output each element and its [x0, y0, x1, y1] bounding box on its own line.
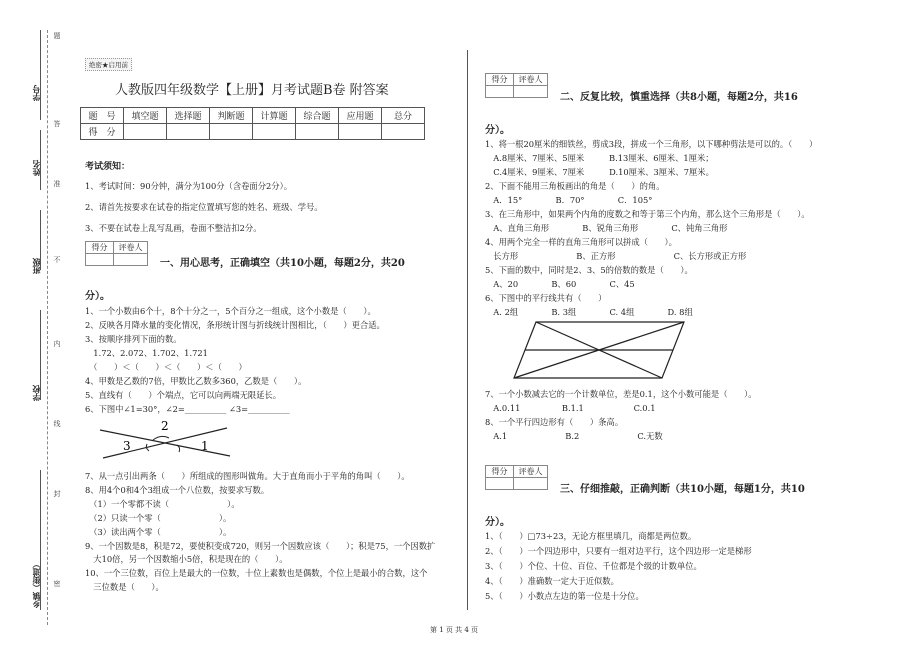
score-header-row: [81, 108, 425, 124]
section3-heading-cont: 分）。: [485, 517, 510, 528]
school-label: 学校: [31, 385, 41, 401]
class-line: [40, 210, 41, 270]
notice-item: 3、不要在试卷上乱写乱画，卷面不整洁扣2分。: [85, 223, 262, 233]
question-line: （1）一个零都不读（ ）。: [85, 499, 240, 509]
score-cell: 计算题: [253, 108, 296, 124]
question-line: 2、下面不能用三角板画出的角是（ ）的角。: [485, 181, 665, 191]
question-line: A. 2组 B. 3组 C. 4组 D. 8组: [485, 307, 693, 317]
question-line: 4、用两个完全一样的直角三角形可以拼成（ ）。: [485, 237, 677, 247]
question-line: 5、直线有（ ）个端点，它可以向两端无限延长。: [85, 390, 282, 400]
parallel-lines-diagram: [510, 318, 690, 382]
question-line: 10、一个三位数，百位上是最大的一位数，十位上素数也是偶数，个位上是最小的合数，这个: [85, 568, 428, 578]
cut-word: 题: [53, 32, 61, 39]
question-line: 3、（ ）个位、十位、百位、千位都是个级的计数单位。: [485, 561, 702, 571]
score-value-row: [81, 124, 425, 140]
class-label: 班级: [31, 258, 41, 274]
question-line: A.0.11 B.1.1 C.0.1: [485, 403, 656, 413]
question-line: 9、一个因数是8，积是72，要使积变成720，则另一个因数应该（ ）；积是75，一个因数扩: [85, 541, 436, 551]
question-line: 长方形 B、正方形 C、长方形或正方形: [485, 251, 747, 261]
grader-label: 评卷人: [114, 242, 148, 254]
question-line: 8、一个平行四边形有（ ）条高。: [485, 417, 624, 427]
question-line: A、20 B、60 C、45: [485, 279, 635, 289]
name-line: [40, 130, 41, 190]
question-line: 8、用4个0和4个3组成一个八位数，按要求写数。: [85, 485, 270, 495]
angle-label: 1: [201, 439, 209, 453]
question-line: （ ）＜（ ）＜（ ）＜（ ）: [85, 362, 247, 372]
school-line: [40, 310, 41, 400]
section3-heading: 三、仔细推敲，正确判断（共10小题，每题1分，共10: [560, 484, 805, 495]
grader-input[interactable]: [514, 86, 548, 98]
question-line: 5、（ ）小数点左边的第一位是十分位。: [485, 591, 644, 601]
binding-margin: [0, 0, 62, 650]
cut-word: 答: [53, 120, 61, 127]
grader-label: 得分: [86, 242, 114, 254]
question-line: C.4厘米、9厘米、7厘米 D.10厘米、3厘米、7厘米。: [485, 167, 714, 177]
question-line: 4、（ ）准确数一定大于近似数。: [485, 576, 619, 586]
student-id-line: [40, 30, 41, 120]
angle-label: 2: [161, 419, 169, 433]
question-line: 1.72、2.072、1.702、1.721: [85, 348, 208, 358]
cut-word: 线: [53, 420, 61, 427]
grader-label: 得分: [486, 74, 514, 86]
score-cell: 综合题: [296, 108, 339, 124]
section2-heading-cont: 分）。: [485, 125, 510, 136]
question-line: 6、下图中的平行线共有（ ）: [485, 293, 607, 303]
section2-heading: 二、反复比较，慎重选择（共8小题，每题2分，共16: [560, 92, 798, 103]
score-input-cell[interactable]: [124, 124, 167, 140]
question-line: 3、按顺序排列下面的数。: [85, 334, 182, 344]
question-line: 5、下面的数中，同时是2、3、5的倍数的数是（ ）。: [485, 265, 693, 275]
student-id-label: 学号: [31, 85, 41, 101]
grader-box: [85, 241, 148, 266]
question-line: （3）读出两个零（ ）。: [85, 527, 232, 537]
grader-input[interactable]: [86, 254, 114, 266]
question-line: 三位数是（ ）。: [85, 582, 164, 592]
question-line: 4、甲数是乙数的7倍，甲数比乙数多360，乙数是（ ）。: [85, 376, 307, 386]
grader-label: 得分: [486, 466, 514, 478]
score-cell: 得 分: [81, 124, 124, 140]
score-cell: 选择题: [167, 108, 210, 124]
score-input-cell[interactable]: [382, 124, 425, 140]
score-table: [80, 107, 425, 140]
section1-heading-cont: 分）。: [85, 291, 110, 302]
town-label: 乡镇（街道）: [31, 560, 41, 608]
score-input-cell[interactable]: [253, 124, 296, 140]
question-line: 1、将一根20厘米的细铁丝，剪成3段，拼成一个三角形，以下哪种剪法是可以的。（ ）: [485, 139, 818, 149]
column-divider: [467, 50, 468, 610]
cut-word: 内: [53, 340, 61, 347]
question-line: 7、一个小数减去它的一个计数单位，差是0.1，这个小数可能是（ ）。: [485, 389, 757, 399]
grader-label: 评卷人: [514, 74, 548, 86]
cut-word: 准: [53, 180, 61, 187]
cut-word: 封: [53, 490, 61, 497]
cut-line: [47, 30, 48, 625]
question-line: A．15° B．70° C．105°: [485, 195, 653, 205]
score-input-cell[interactable]: [210, 124, 253, 140]
angle-label: 3: [123, 439, 131, 453]
question-line: （2）只读一个零（ ）。: [85, 513, 232, 523]
question-line: 2、（ ）一个四边形中，只要有一组对边平行，这个四边形一定是梯形: [485, 546, 752, 556]
notice-item: 2、请首先按要求在试卷的指定位置填写您的姓名、班级、学号。: [85, 202, 323, 212]
question-line: 1、（ ）□73÷23，无论方框里填几，商都是两位数。: [485, 531, 697, 541]
page-footer: 第 1 页 共 4 页: [430, 626, 479, 634]
score-cell: 总分: [382, 108, 425, 124]
grader-box: [485, 73, 548, 98]
grader-input[interactable]: [486, 478, 514, 490]
grader-input[interactable]: [514, 478, 548, 490]
score-input-cell[interactable]: [167, 124, 210, 140]
score-input-cell[interactable]: [339, 124, 382, 140]
name-label: 姓名: [31, 160, 41, 176]
notice-item: 1、考试时间：90分钟，满分为100分（含卷面分2分）。: [85, 181, 293, 191]
question-line: A.1 B.2 C.无数: [485, 431, 663, 441]
grader-box: [485, 465, 548, 490]
section1-heading: 一、用心思考，正确填空（共10小题，每题2分，共20: [160, 258, 405, 269]
grader-label: 评卷人: [514, 466, 548, 478]
question-line: 3、在三角形中，如果两个内角的度数之和等于第三个内角，那么这个三角形是（ ）。: [485, 209, 810, 219]
score-cell: 填空题: [124, 108, 167, 124]
town-line: [40, 470, 41, 610]
score-input-cell[interactable]: [296, 124, 339, 140]
cut-word: 密: [53, 580, 61, 587]
score-cell: 题 号: [81, 108, 124, 124]
question-line: A、直角三角形 B、锐角三角形 C、钝角三角形: [485, 223, 728, 233]
secret-stamp: 绝密★启用前: [85, 58, 132, 71]
question-line: 1、一个小数由6个十，8个十分之一，5个百分之一组成，这个小数是（ ）。: [85, 306, 376, 316]
question-line: 7、从一点引出两条（ ）所组成的图形叫做角。大于直角而小于平角的角叫（ ）。: [85, 471, 410, 481]
cut-word: 不: [53, 256, 61, 263]
score-cell: 判断题: [210, 108, 253, 124]
question-line: A.8厘米、7厘米、5厘米 B.13厘米、6厘米、1厘米；: [485, 153, 714, 163]
question-line: 2、反映各月降水量的变化情况，条形统计图与折线统计图相比，（ ）更合适。: [85, 320, 385, 330]
question-line: 6、下图中∠1=30°，∠2=__________ ∠3=__________: [85, 404, 290, 414]
question-line: 大10倍，另一个因数缩小5倍，积是现在的（ ）。: [85, 554, 288, 564]
grader-input[interactable]: [486, 86, 514, 98]
grader-input[interactable]: [114, 254, 148, 266]
page-title: 人教版四年级数学【上册】月考试题B卷 附答案: [115, 83, 389, 98]
angle-diagram: [95, 418, 235, 464]
score-cell: 应用题: [339, 108, 382, 124]
notice-title: 考试须知：: [85, 162, 131, 172]
